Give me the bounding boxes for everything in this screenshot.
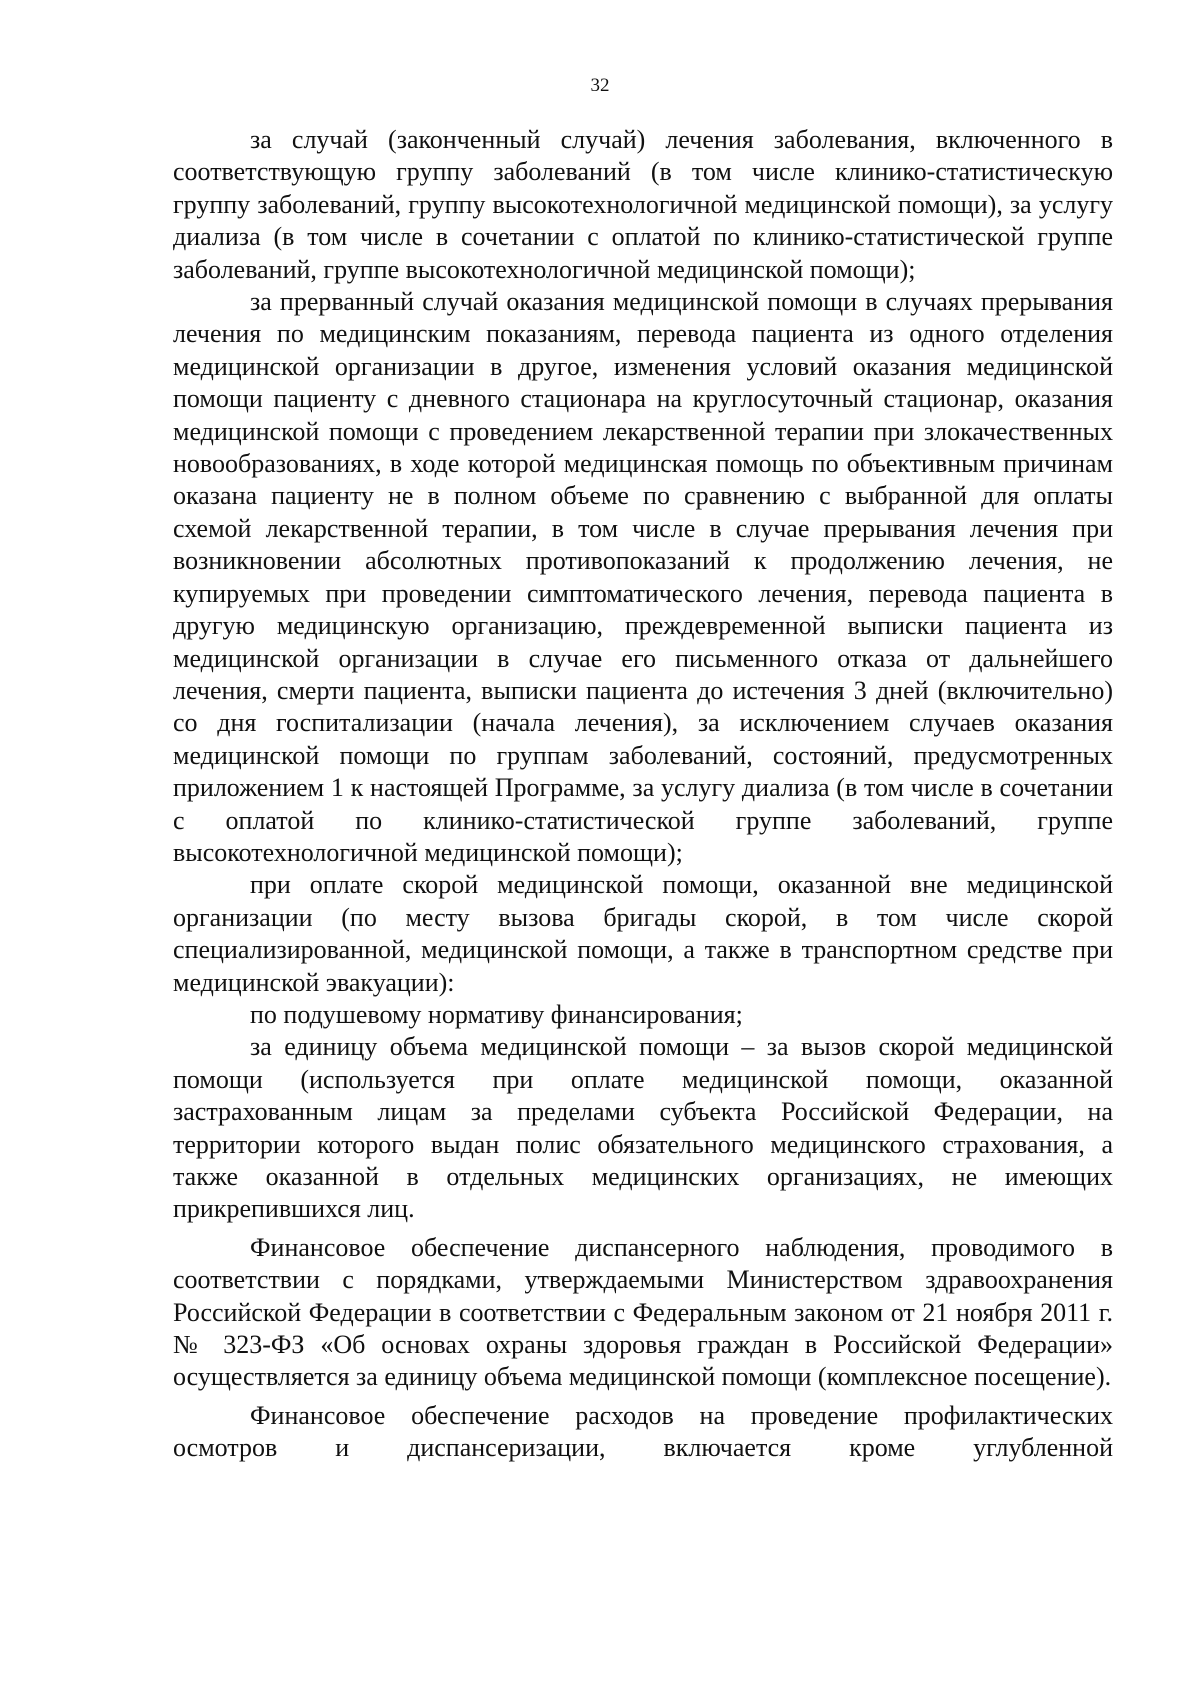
paragraph-interrupted-case: за прерванный случай оказания медицинской помощи в случаях прерывания лечения по медицинским показаниям, перевода пациента из одного отделения медицинской организации в другое, изменения условий оказания медицинской помощи пациенту с дневного стационара на круглосуточный стационар, оказания медицинской помощи с проведением лекарственной терапии при злокачественных новообразованиях, в ходе которой медицинская помощь по объективным причинам оказана пациенту не в полном объеме по сравнению с выбранной для оплаты схемой лекарственной терапии, в том числе в случае прерывания лечения при возникновении абсолютных противопоказаний к продолжению лечения, не купируемых при проведении симптоматического лечения, перевода пациента в другую медицинскую организацию, преждевременной выписки пациента из медицинской организации в случае его письменного отказа от дальнейшего лечения, смерти пациента, выписки пациента до истечения 3 дней (включительно) со дня госпитализации (начала лечения), за исключением случаев оказания медицинской помощи по группам заболеваний, состояний, предусмотренных приложением 1 к настоящей Программе, за услугу диализа (в том числе в сочетании с оплатой по клинико-статистической группе заболеваний, группе высокотехнологичной медицинской помощи); — [173, 287, 1113, 867]
page-number: 32 — [590, 75, 610, 96]
paragraph-dispensary-observation: Финансовое обеспечение диспансерного наблюдения, проводимого в соответствии с порядками, утверждаемыми Министерством здравоохранения Российской Федерации в соответствии с Федеральным законом от 21 ноября 2011 г. № 323-ФЗ «Об основах охраны здоровья граждан в Российской Федерации» осуществляется за единицу объема медицинской помощи (комплексное посещение). — [173, 1232, 1113, 1392]
paragraph-unit-of-volume: за единицу объема медицинской помощи – за вызов скорой медицинской помощи (используется при оплате медицинской помощи, оказанной застрахованным лицам за пределами субъекта Российской Федерации, на территории которого выдан полис обязательного медицинского страхования, а также оказанной в отдельных медицинских организациях, не имеющих прикрепившихся лиц. — [173, 1032, 1113, 1224]
paragraph-completed-case: за случай (законченный случай) лечения заболевания, включенного в соответствующую группу заболеваний (в том числе клинико-статистическую группу заболеваний, группу высокотехнологичной медицинской помощи), за услугу диализа (в том числе в сочетании с оплатой по клинико-статистической группе заболеваний, группе высокотехнологичной медицинской помощи); — [173, 125, 1113, 284]
paragraph-emergency-care-payment: при оплате скорой медицинской помощи, оказанной вне медицинской организации (по месту вызова бригады скорой, в том числе скорой специализированной, медицинской помощи, а также в транспортном средстве при медицинской эвакуации): — [173, 870, 1113, 997]
paragraph-per-capita-standard: по подушевому нормативу финансирования; — [250, 999, 743, 1029]
document-body — [173, 124, 1113, 1465]
paragraph-preventive-examinations: Финансовое обеспечение расходов на проведение профилактических осмотров и диспансеризации, включается кроме углубленной — [173, 1400, 1113, 1463]
